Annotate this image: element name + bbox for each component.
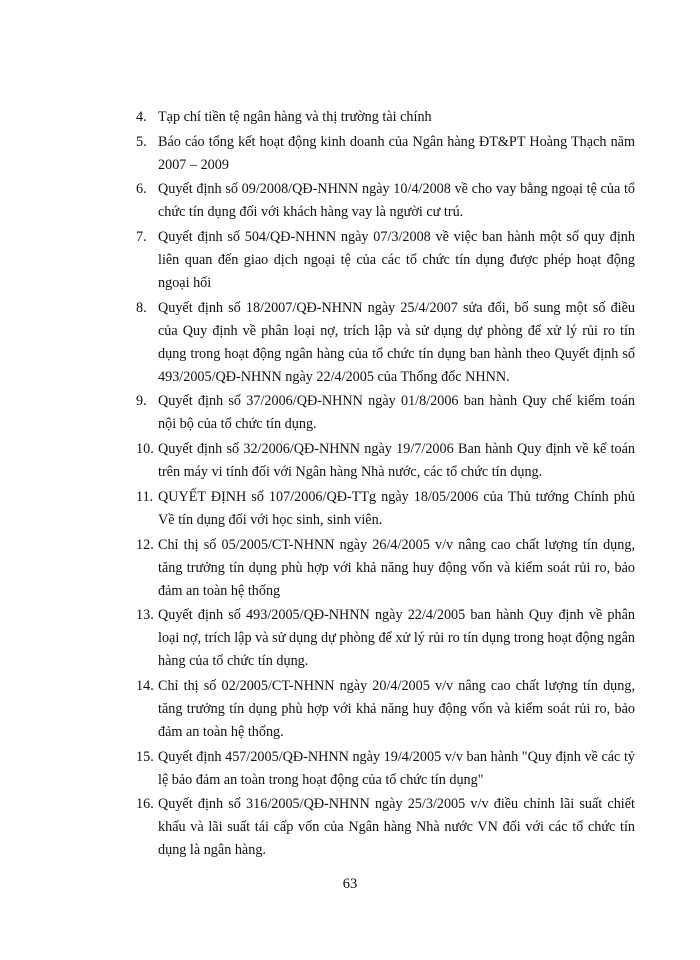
list-item-text: Quyết định 457/2005/QĐ-NHNN ngày 19/4/2005 v/v ban hành "Quy định về các tỷ lệ bảo đảm an toàn trong hoạt động của tổ chức tín dụng" — [158, 748, 635, 788]
list-item — [136, 486, 635, 532]
list-item — [136, 226, 635, 295]
list-item-number: 16. — [136, 796, 154, 813]
list-item-text: Quyết định số 18/2007/QĐ-NHNN ngày 25/4/2007 sửa đổi, bổ sung một số điều của Quy định về phân loại nợ, trích lập và sử dụng dự phòng để xử lý rủi ro tín dụng trong hoạt động ngân hàng của tổ chức tín dụng ban hành theo Quyết định số 493/2005/QĐ-NHNN ngày 22/4/2005 của Thống đốc NHNN. — [158, 299, 635, 385]
list-item — [136, 178, 635, 224]
list-item — [136, 390, 635, 436]
list-item-text: Quyết định số 493/2005/QĐ-NHNN ngày 22/4/2005 ban hành Quy định về phân loại nợ, trích lập và sử dụng dự phòng để xử lý rủi ro tín dụng trong hoạt động ngân hàng của tổ chức tín dụng. — [158, 607, 635, 670]
list-item-text: QUYẾT ĐỊNH số 107/2006/QĐ-TTg ngày 18/05/2006 của Thủ tướng Chính phủ Về tín dụng đối với học sinh, sinh viên. — [158, 488, 635, 528]
list-item — [136, 297, 635, 389]
list-item-text: Báo cáo tổng kết hoạt động kinh doanh của Ngân hàng ĐT&PT Hoàng Thạch năm 2007 – 2009 — [158, 133, 635, 173]
list-item-number: 12. — [136, 536, 154, 553]
list-item — [136, 675, 635, 744]
list-item-number: 4. — [136, 109, 147, 125]
list-item — [136, 746, 635, 792]
list-item — [136, 793, 635, 862]
list-item-number: 14. — [136, 677, 154, 694]
list-item-number: 7. — [136, 229, 147, 246]
list-item-text: Chỉ thị số 02/2005/CT-NHNN ngày 20/4/2005 v/v nâng cao chất lượng tín dụng, tăng trưởng tín dụng phù hợp với khả năng huy động vốn và kiểm soát rủi ro, bảo đảm an toàn hệ thống. — [158, 677, 635, 740]
list-item-text: Quyết định số 09/2008/QĐ-NHNN ngày 10/4/2008 về cho vay bằng ngoại tệ của tổ chức tín dụng đối với khách hàng vay là người cư trú. — [158, 181, 635, 221]
list-item-number: 13. — [136, 607, 154, 624]
list-item — [136, 438, 635, 484]
page-number: 63 — [342, 876, 358, 892]
list-item-text: Quyết định số 504/QĐ-NHNN ngày 07/3/2008 về việc ban hành một số quy định liên quan đến giao dịch ngoại tệ của các tổ chức tín dụng được phép hoạt động ngoại hối — [158, 229, 635, 292]
list-item-text: Quyết định số 32/2006/QĐ-NHNN ngày 19/7/2006 Ban hành Quy định về kế toán trên máy vi tính đối với Ngân hàng Nhà nước, các tổ chức tín dụng. — [158, 441, 635, 481]
list-item — [136, 106, 635, 129]
list-item-text: Quyết định số 316/2005/QĐ-NHNN ngày 25/3/2005 v/v điều chỉnh lãi suất chiết khấu và lãi suất tái cấp vốn của Ngân hàng Nhà nước VN đối với các tổ chức tín dụng là ngân hàng. — [158, 796, 635, 859]
list-item — [136, 534, 635, 603]
list-item-number: 9. — [136, 393, 147, 410]
list-item-number: 11. — [136, 488, 154, 505]
list-item-number: 10. — [136, 441, 154, 458]
list-item-text: Tạp chí tiền tệ ngân hàng và thị trường tài chính — [158, 109, 432, 125]
list-item-number: 5. — [136, 133, 147, 150]
list-item-text: Chỉ thị số 05/2005/CT-NHNN ngày 26/4/2005 v/v nâng cao chất lượng tín dụng, tăng trưởng tín dụng phù hợp với khả năng huy động vốn và kiểm soát rủi ro, bảo đảm an toàn hệ thống — [158, 536, 635, 599]
list-item-text: Quyết định số 37/2006/QĐ-NHNN ngày 01/8/2006 ban hành Quy chế kiểm toán nội bộ của tổ chức tín dụng. — [158, 393, 635, 433]
list-item — [136, 131, 635, 177]
list-item-number: 6. — [136, 181, 147, 198]
list-item — [136, 604, 635, 673]
reference-list — [136, 106, 635, 864]
list-item-number: 8. — [136, 299, 147, 316]
list-item-number: 15. — [136, 748, 154, 765]
